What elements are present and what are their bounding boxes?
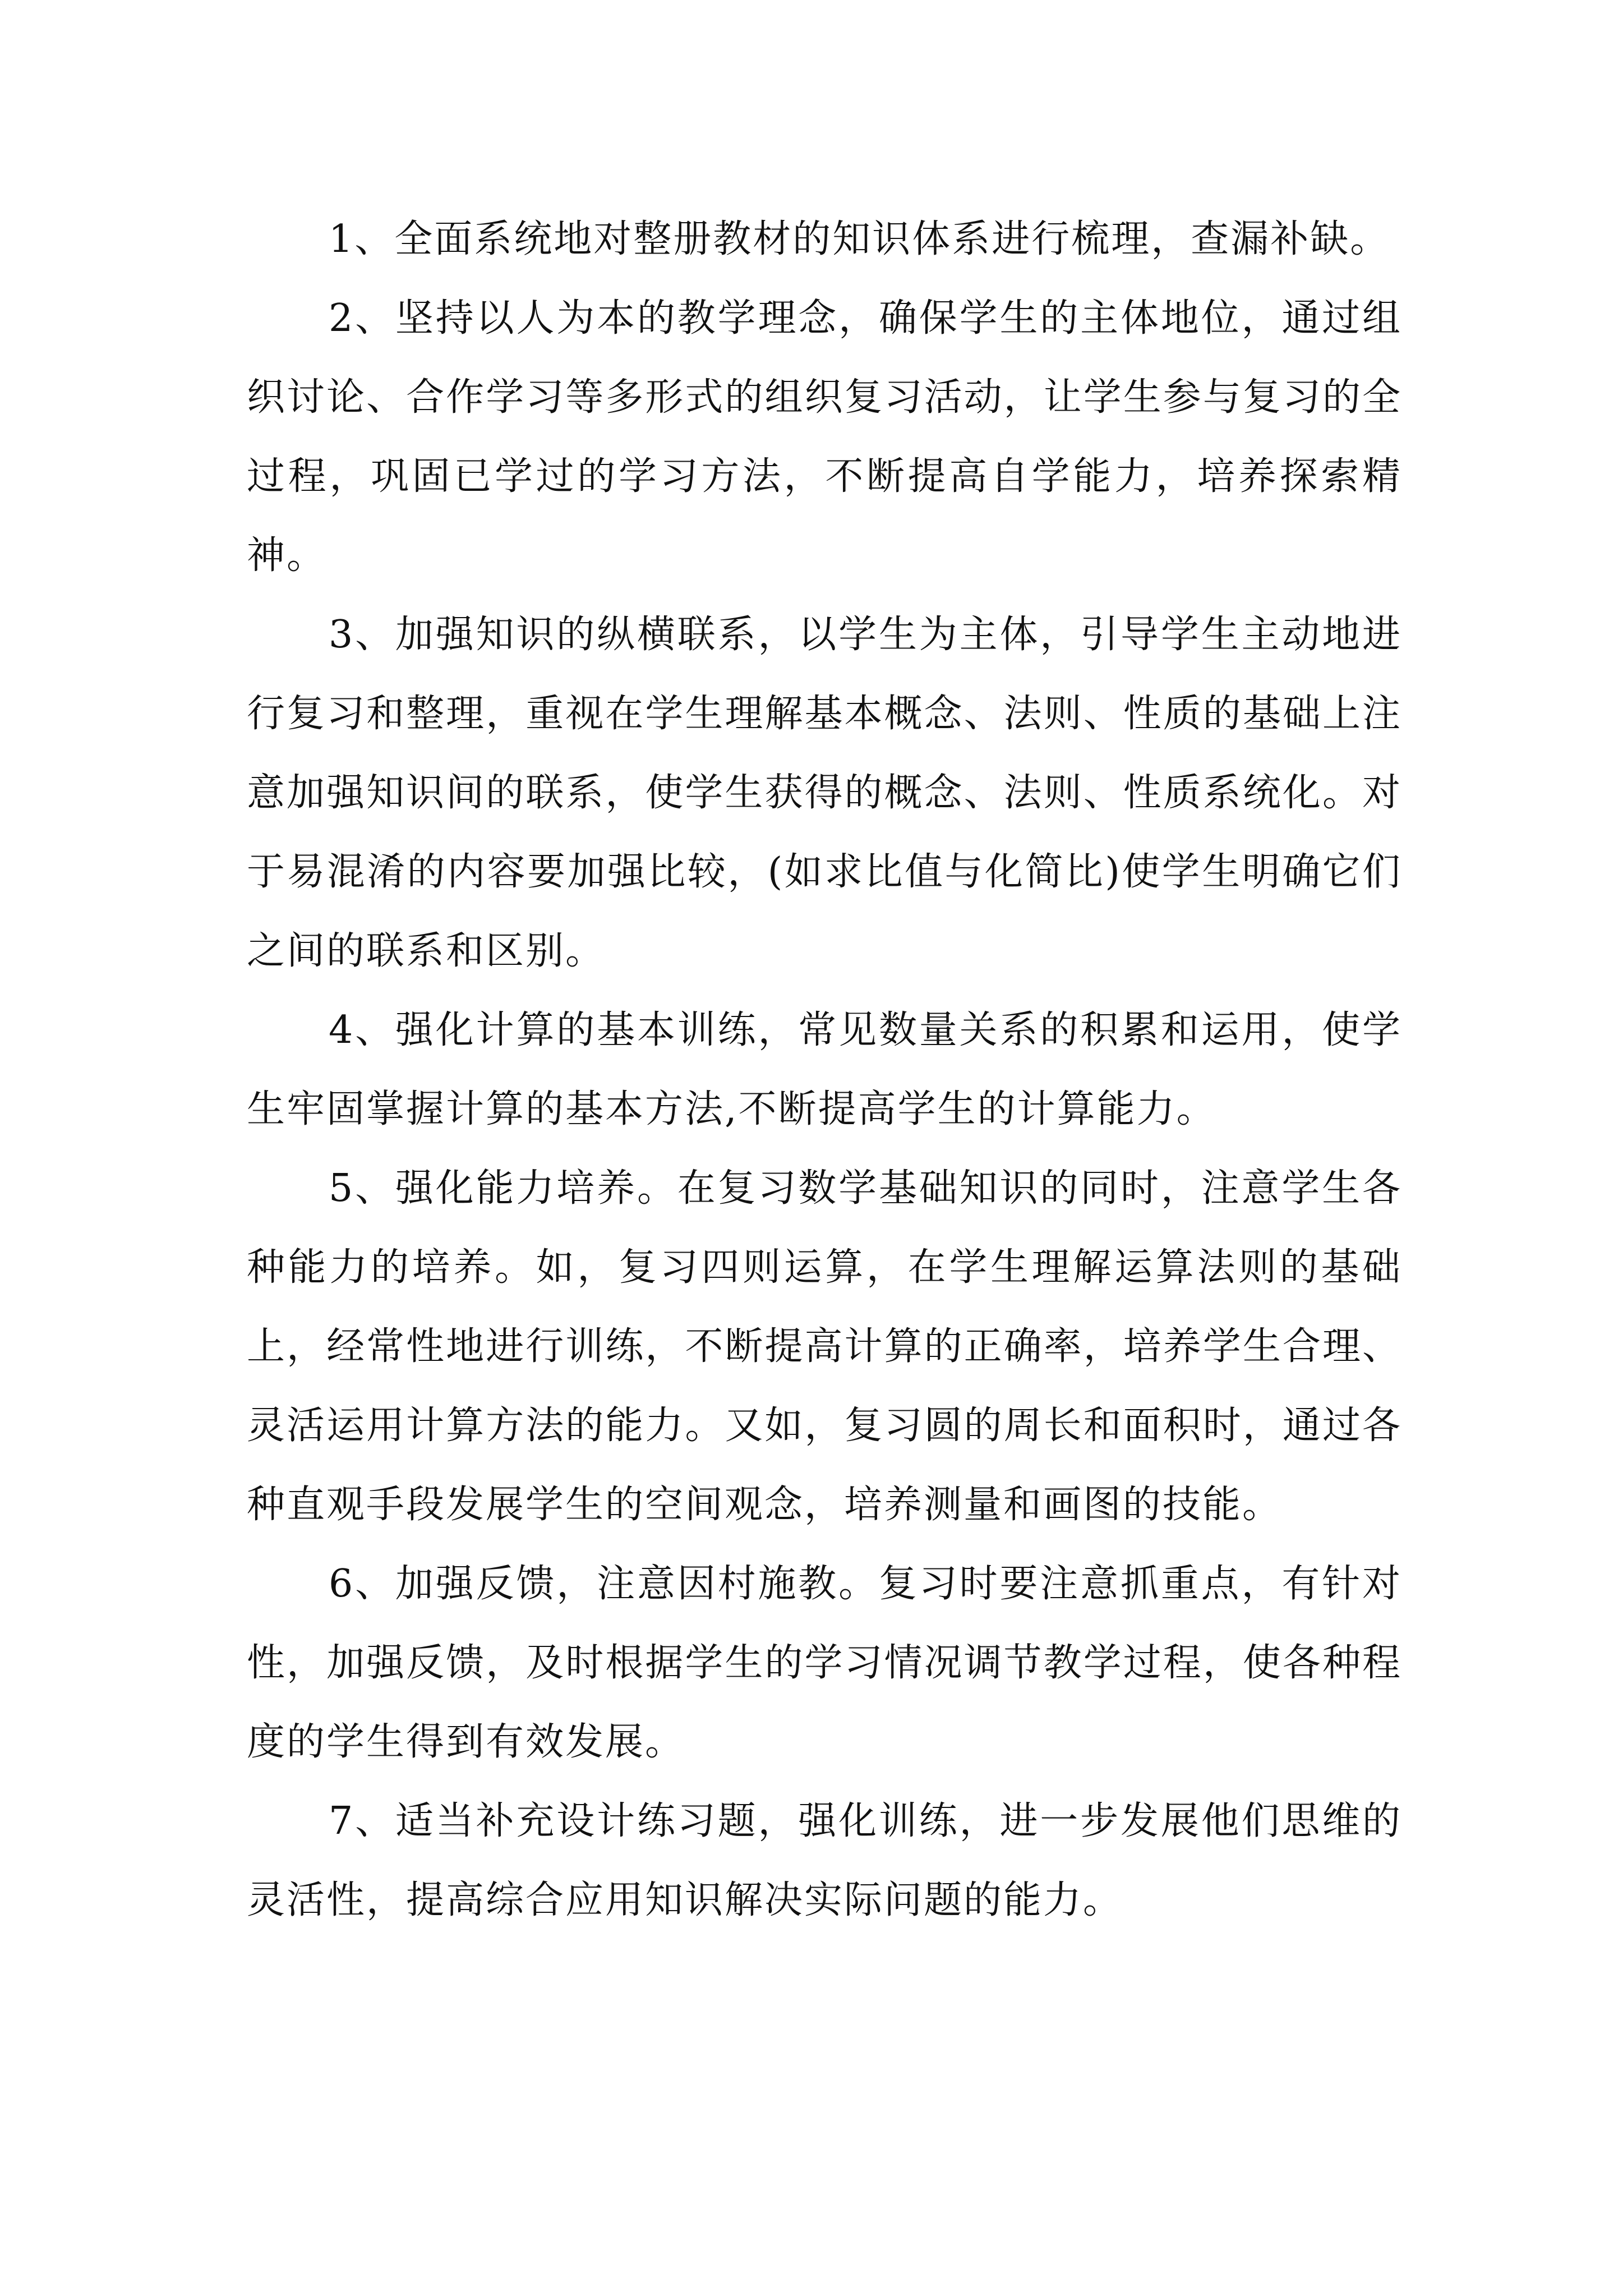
paragraph-2: 2、坚持以人为本的教学理念，确保学生的主体地位，通过组织讨论、合作学习等多形式的组织复习活动，让学生参与复习的全过程，巩固已学过的学习方法，不断提高自学能力，培养探索精神。 xyxy=(247,296,1402,578)
paragraph-6: 6、加强反馈，注意因村施教。复习时要注意抓重点，有针对性，加强反馈，及时根据学生的学习情况调节教学过程，使各种程度的学生得到有效发展。 xyxy=(247,1562,1402,1764)
paragraph-3: 3、加强知识的纵横联系，以学生为主体，引导学生主动地进行复习和整理，重视在学生理解基本概念、法则、性质的基础上注意加强知识间的联系，使学生获得的概念、法则、性质系统化。对于易混淆的内容要加强比较，(如求比值与化简比)使学生明确它们之间的联系和区别。 xyxy=(247,613,1402,973)
paragraph-5: 5、强化能力培养。在复习数学基础知识的同时，注意学生各种能力的培养。如，复习四则运算，在学生理解运算法则的基础上，经常性地进行训练，不断提高计算的正确率，培养学生合理、灵活运用计算方法的能力。又如，复习圆的周长和面积时，通过各种直观手段发展学生的空间观念，培养测量和画图的技能。 xyxy=(247,1166,1402,1527)
paragraph-7: 7、适当补充设计练习题，强化训练，进一步发展他们思维的灵活性，提高综合应用知识解决实际问题的能力。 xyxy=(247,1799,1402,1922)
paragraph-4: 4、强化计算的基本训练，常见数量关系的积累和运用，使学生牢固掌握计算的基本方法,不断提高学生的计算能力。 xyxy=(247,1008,1402,1131)
paragraph-1: 1、全面系统地对整册教材的知识体系进行梳理，查漏补缺。 xyxy=(329,217,1390,261)
document-body xyxy=(247,200,1402,1940)
